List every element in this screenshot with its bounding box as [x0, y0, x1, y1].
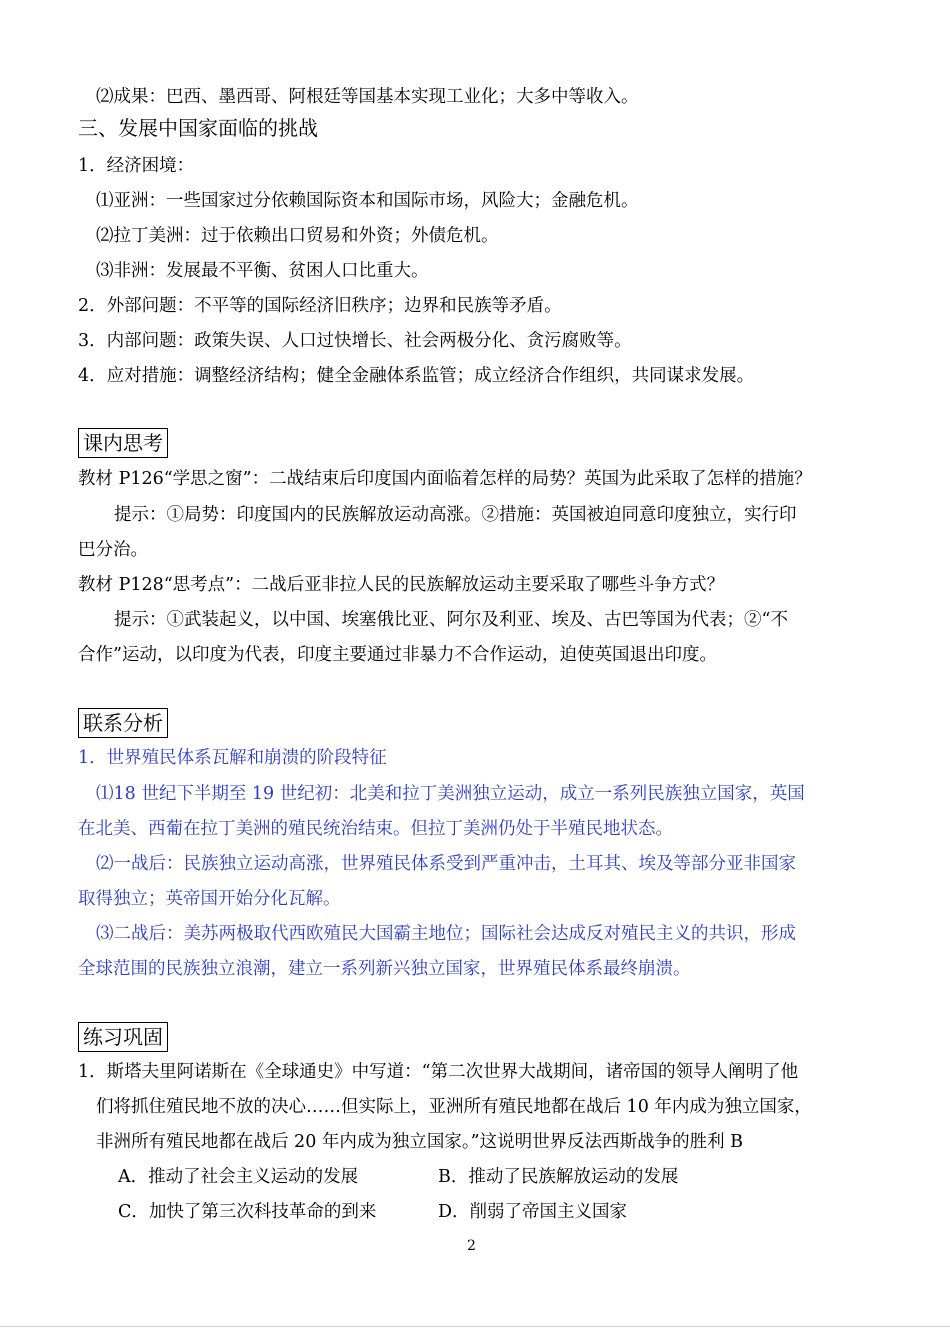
practice-question-line-3: 非洲所有殖民地都在战后 20 年内成为独立国家。”这说明世界反法西斯战争的胜利 B: [96, 1132, 744, 1152]
text-line-results: ⑵成果：巴西、墨西哥、阿根廷等国基本实现工业化；大多中等收入。: [96, 87, 639, 107]
text-line-latin-america: ⑵拉丁美洲：过于依赖出口贸易和外资；外债危机。: [96, 226, 499, 246]
practice-option-b: B．推动了民族解放运动的发展: [438, 1167, 679, 1187]
analysis-line-4: 取得独立；英帝国开始分化瓦解。: [78, 889, 341, 909]
practice-question-line-1: 1．斯塔夫里阿诺斯在《全球通史》中写道：“第二次世界大战期间，诸帝国的领导人阐明了他: [78, 1062, 799, 1082]
section-title-think: 课内思考: [78, 428, 168, 458]
think-question-1: 教材 P126“学思之窗”：二战结束后印度国内面临着怎样的局势？英国为此采取了怎样的措施？: [78, 469, 812, 489]
analysis-line-3: ⑵一战后：民族独立运动高涨，世界殖民体系受到严重冲击，土耳其、埃及等部分亚非国家: [96, 854, 796, 874]
text-line-measures: 4．应对措施：调整经济结构；健全金融体系监管；成立经济合作组织，共同谋求发展。: [78, 366, 755, 386]
practice-question-line-2: 们将抓住殖民地不放的决心……但实际上，亚洲所有殖民地都在战后 10 年内成为独立国家，: [96, 1097, 812, 1117]
analysis-line-1: ⑴18 世纪下半期至 19 世纪初：北美和拉丁美洲独立运动，成立一系列民族独立国家，英国: [96, 784, 805, 804]
practice-option-c: C．加快了第三次科技革命的到来: [118, 1202, 377, 1222]
section-title-analysis: 联系分析: [78, 708, 168, 738]
think-hint-1-cont: 巴分治。: [78, 540, 148, 560]
text-line-africa: ⑶非洲：发展最不平衡、贫困人口比重大。: [96, 261, 429, 281]
analysis-line-6: 全球范围的民族独立浪潮，建立一系列新兴独立国家，世界殖民体系最终崩溃。: [78, 959, 691, 979]
think-question-2: 教材 P128“思考点”：二战后亚非拉人民的民族解放运动主要采取了哪些斗争方式？: [78, 575, 725, 595]
analysis-line-5: ⑶二战后：美苏两极取代西欧殖民大国霸主地位；国际社会达成反对殖民主义的共识，形成: [96, 924, 796, 944]
section-title-practice: 练习巩固: [78, 1022, 168, 1052]
think-hint-2-cont: 合作”运动，以印度为代表，印度主要通过非暴力不合作运动，迫使英国退出印度。: [78, 645, 717, 665]
practice-option-a: A．推动了社会主义运动的发展: [118, 1167, 359, 1187]
page-number: 2: [467, 1238, 476, 1254]
text-line-internal: 3．内部问题：政策失误、人口过快增长、社会两极分化、贪污腐败等。: [78, 331, 632, 351]
think-hint-1: 提示：①局势：印度国内的民族解放运动高涨。②措施：英国被迫同意印度独立，实行印: [114, 505, 797, 525]
practice-option-d: D．削弱了帝国主义国家: [438, 1202, 628, 1222]
section-heading-challenges: 三、发展中国家面临的挑战: [78, 116, 318, 140]
analysis-line-2: 在北美、西葡在拉丁美洲的殖民统治结束。但拉丁美洲仍处于半殖民地状态。: [78, 819, 673, 839]
think-hint-2: 提示：①武装起义，以中国、埃塞俄比亚、阿尔及利亚、埃及、古巴等国为代表；②“不: [114, 610, 788, 630]
text-line-asia: ⑴亚洲：一些国家过分依赖国际资本和国际市场，风险大；金融危机。: [96, 191, 639, 211]
analysis-heading: 1．世界殖民体系瓦解和崩溃的阶段特征: [78, 748, 387, 768]
text-line-economic: 1．经济困境：: [78, 156, 195, 176]
text-line-external: 2．外部问题：不平等的国际经济旧秩序；边界和民族等矛盾。: [78, 296, 562, 316]
page-bottom-divider: [0, 1326, 950, 1327]
